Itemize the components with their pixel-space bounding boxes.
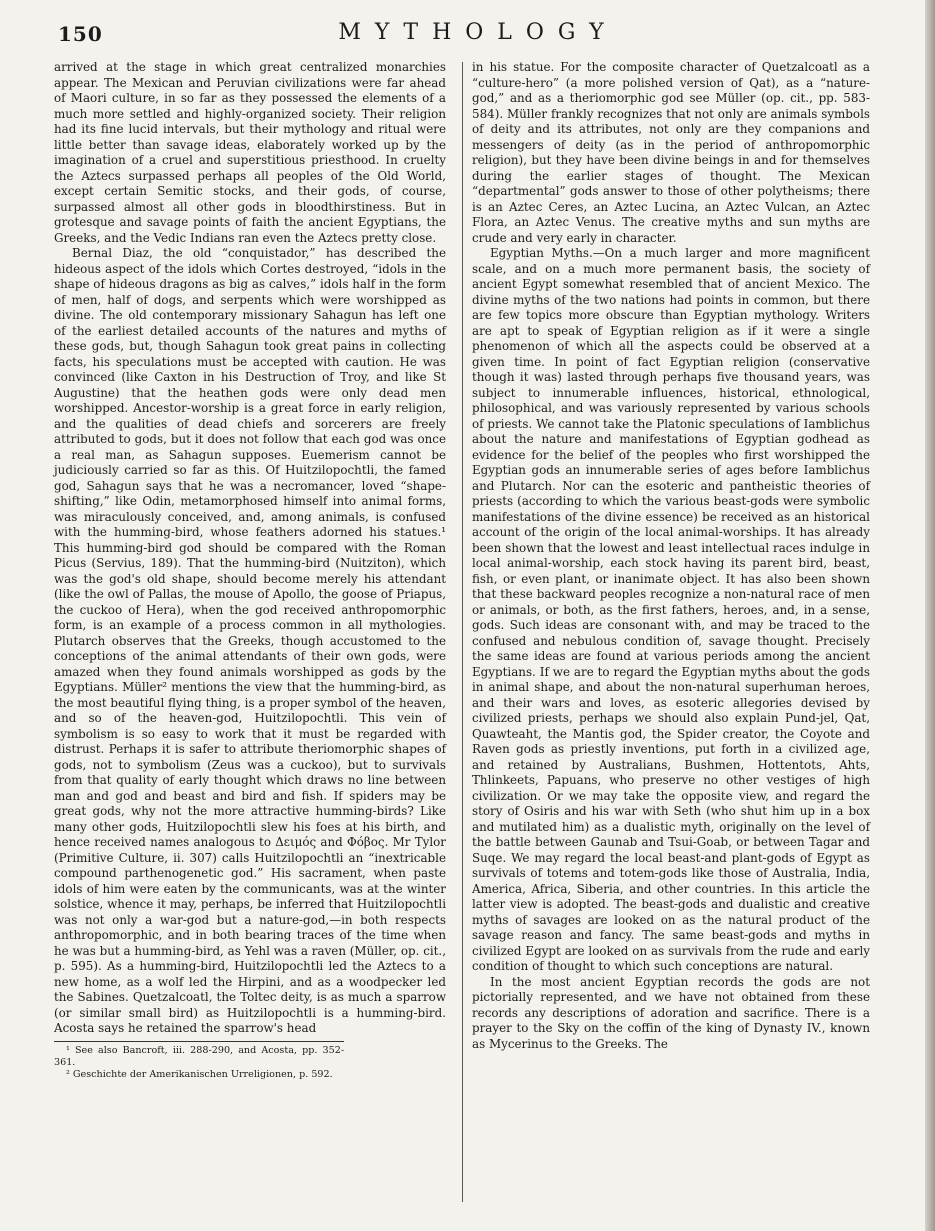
paragraph: Bernal Diaz, the old “conquistador,” has described the hideous aspect of the idols which Cortes destroyed, “idols in the shape of hideous dragons as big as calves,” idols half in the form of men, half of dogs, and serpents which were worshipped as divine. The old contemporary missionary Sahagun has left one of the earliest detailed accounts of the natures and myths of these gods, but, though Sahagun took great pains in collecting facts, his speculations must be accepted with caution. He was convinced (like Caxton in his Destruction of Troy, and like St Augustine) that the heathen gods were only dead men worshipped. Ancestor-worship is a great force in early religion, and the qualities of dead chiefs and sorcerers are freely attributed to gods, but it does not follow that each god was once a real man, as Sahagun supposes. Euemerism cannot be judiciously carried so far as this. Of Huitzilopochtli, the famed god, Sahagun says that he was a necromancer, loved “shape-shifting,” like Odin, metamorphosed himself into animal forms, was miraculously conceived, and, among animals, is confused with the humming-bird, whose feathers adorned his statues.¹ This humming-bird god should be compared with the Roman Picus (Servius, 189). That the humming-bird (Nuitziton), which was the god's old shape, should become merely his attendant (like the owl of Pallas, the mouse of Apollo, the goose of Priapus, the cuckoo of Hera), when the god received anthropomorphic form, is an example of a process common in all mythologies. Plutarch observes that the Greeks, though accustomed to the conceptions of the animal attendants of their own gods, were amazed when they found animals worshipped as gods by the Egyptians. Müller² mentions the view that the humming-bird, as the most beautiful flying thing, is a proper symbol of the heaven, and so of the heaven-god, Huitzilopochtli. This vein of symbolism is so easy to work that it must be regarded with distrust. Perhaps it is safer to attribute theriomorphic shapes of gods, not to symbolism (Zeus was a cuckoo), but to survivals from that quality of early thought which draws no line between man and god and beast and bird and fish. If spiders may be great gods, why not the more attractive humming-birds? Like many other gods, Huitzilopochtli slew his foes at his birth, and hence received names analogous to Δειμός and Φόβος. Mr Tylor (Primitive Culture, ii. 307) calls Huitzilopochtli an “inextricable compound parthenogenetic god.” His sacrament, when paste idols of him were eaten by the communicants, was at the winter solstice, whence it may, perhaps, be inferred that Huitzilopochtli was not only a war-god but a nature-god,—in both respects anthropomorphic, and in both bearing traces of the time when he was but a humming-bird, as Yehl was a raven (Müller, op. cit., p. 595). As a humming-bird, Huitzilopochtli led the Aztecs to a new home, as a wolf led the Hirpini, and as a woodpecker led the Sabines. Quetzalcoatl, the Toltec deity, is as much a sparrow (or similar small bird) as Huitzilopochtli is a humming-bird. Acosta says he retained the sparrow's head (54, 246, 446, 1035)
column-divider (462, 62, 463, 1202)
paragraph: Egyptian Myths.—On a much larger and more magnificent scale, and on a much more permanent basis, the society of ancient Egypt somewhat resembled that of ancient Mexico. The divine myths of the two nations had points in common, but there are few topics more obscure than Egyptian mythology. Writers are apt to speak of Egyptian religion as if it were a single phenomenon of which all the aspects could be observed at a given time. In point of fact Egyptian religion (conservative though it was) lasted through perhaps five thousand years, was subject to innumerable influences, historical, ethnological, philosophical, and was variously represented by various schools of priests. We cannot take the Platonic speculations of Iamblichus about the nature and manifestations of Egyptian godhead as evidence for the belief of the peoples who first worshipped the Egyptian gods an innumerable series of ages before Iamblichus and Plutarch. Nor can the esoteric and pantheistic theories of priests (according to which the various beast-gods were symbolic manifestations of the divine essence) be received as an historical account of the origin of the local animal-worships. It has already been shown that the lowest and least intellectual races indulge in local animal-worship, each stock having its parent bird, beast, fish, or even plant, or inanimate object. It has also been shown that these backward peoples recognize a non-natural race of men or animals, or both, as the first fathers, heroes, and, in a sense, gods. Such ideas are consonant with, and may be traced to the confused and nebulous condition of, savage thought. Precisely the same ideas are found at various periods among the ancient Egyptians. If we are to regard the Egyptian myths about the gods in animal shape, and about the non-natural superhuman heroes, and their wars and loves, as esoteric allegories devised by civilized priests, perhaps we should also explain Pund-jel, Qat, Quawteaht, the Mantis god, the Spider creator, the Coyote and Raven gods as priestly inventions, put forth in a civilized age, and retained by Australians, Bushmen, Hottentots, Ahts, Thlinkeets, Papuans, who preserve no other vestiges of high civilization. Or we may take the opposite view, and regard the story of Osiris and his war with Seth (who shut him up in a box and mutilated him) as a dualistic myth, originally on the level of the battle between Gaunab and Tsui-Goab, or between Tagar and Suqe. We may regard the local beast-and plant-gods of Egypt as survivals of totems and totem-gods like those of Australia, India, America, Africa, Siberia, and other countries. In this article the latter view is adopted. The beast-gods and dualistic and creative myths of savages are looked on as the natural product of the savage reason and fancy. The same beast-gods and myths in civilized Egypt are looked on as survivals from the rude and early condition of thought to which such conceptions are natural. (472, 246, 870, 973)
paragraph: in his statue. For the composite character of Quetzalcoatl as a “culture-hero” (a more polished version of Qat), as a “nature-god,” and as a theriomorphic god see Müller (op. cit., pp. 583-584). Müller frankly recognizes that not only are animals symbols of deity and its attributes, not only are they companions and messengers of deity (as in the period of anthropomorphic religion), but they have been divine beings in and for themselves during the earlier stages of thought. The Mexican “departmental” gods answer to those of other polytheisms; there is an Aztec Ceres, an Aztec Lucina, an Aztec Vulcan, an Aztec Flora, an Aztec Venus. The creative myths and sun myths are crude and very early in character. (472, 60, 870, 245)
footnote: ² Geschichte der Amerikanischen Urreligionen, p. 592. (66, 1068, 333, 1080)
footnotes (54, 1041, 344, 1081)
page-header (58, 18, 898, 54)
page-number: 150 (58, 22, 103, 46)
right-column (472, 60, 870, 1052)
paragraph: In the most ancient Egyptian records the gods are not pictorially represented, and we have not obtained from these records any descriptions of adoration and sacrifice. There is a prayer to the Sky on the coffin of the king of Dynasty IV., known as Mycerinus to the Greeks. The (472, 974, 870, 1051)
running-title: MYTHOLOGY (338, 20, 618, 45)
left-column (54, 60, 446, 1081)
paragraph: arrived at the stage in which great centralized monarchies appear. The Mexican and Peruvian civilizations were far ahead of Maori culture, in so far as they possessed the elements of a much more settled and highly-organized society. Their religion had its fine lucid intervals, but their mythology and ritual were little better than savage ideas, elaborately worked up by the imagination of a cruel and superstitious priesthood. In cruelty the Aztecs surpassed perhaps all peoples of the Old World, except certain Semitic stocks, and their gods, of course, surpassed almost all other gods in bloodthirstiness. But in grotesque and savage points of faith the ancient Egyptians, the Greeks, and the Vedic Indians ran even the Aztecs pretty close. (54, 60, 446, 245)
page-edge (925, 0, 935, 1231)
footnote: ¹ See also Bancroft, iii. 288-290, and Acosta, pp. 352-361. (54, 1044, 345, 1068)
